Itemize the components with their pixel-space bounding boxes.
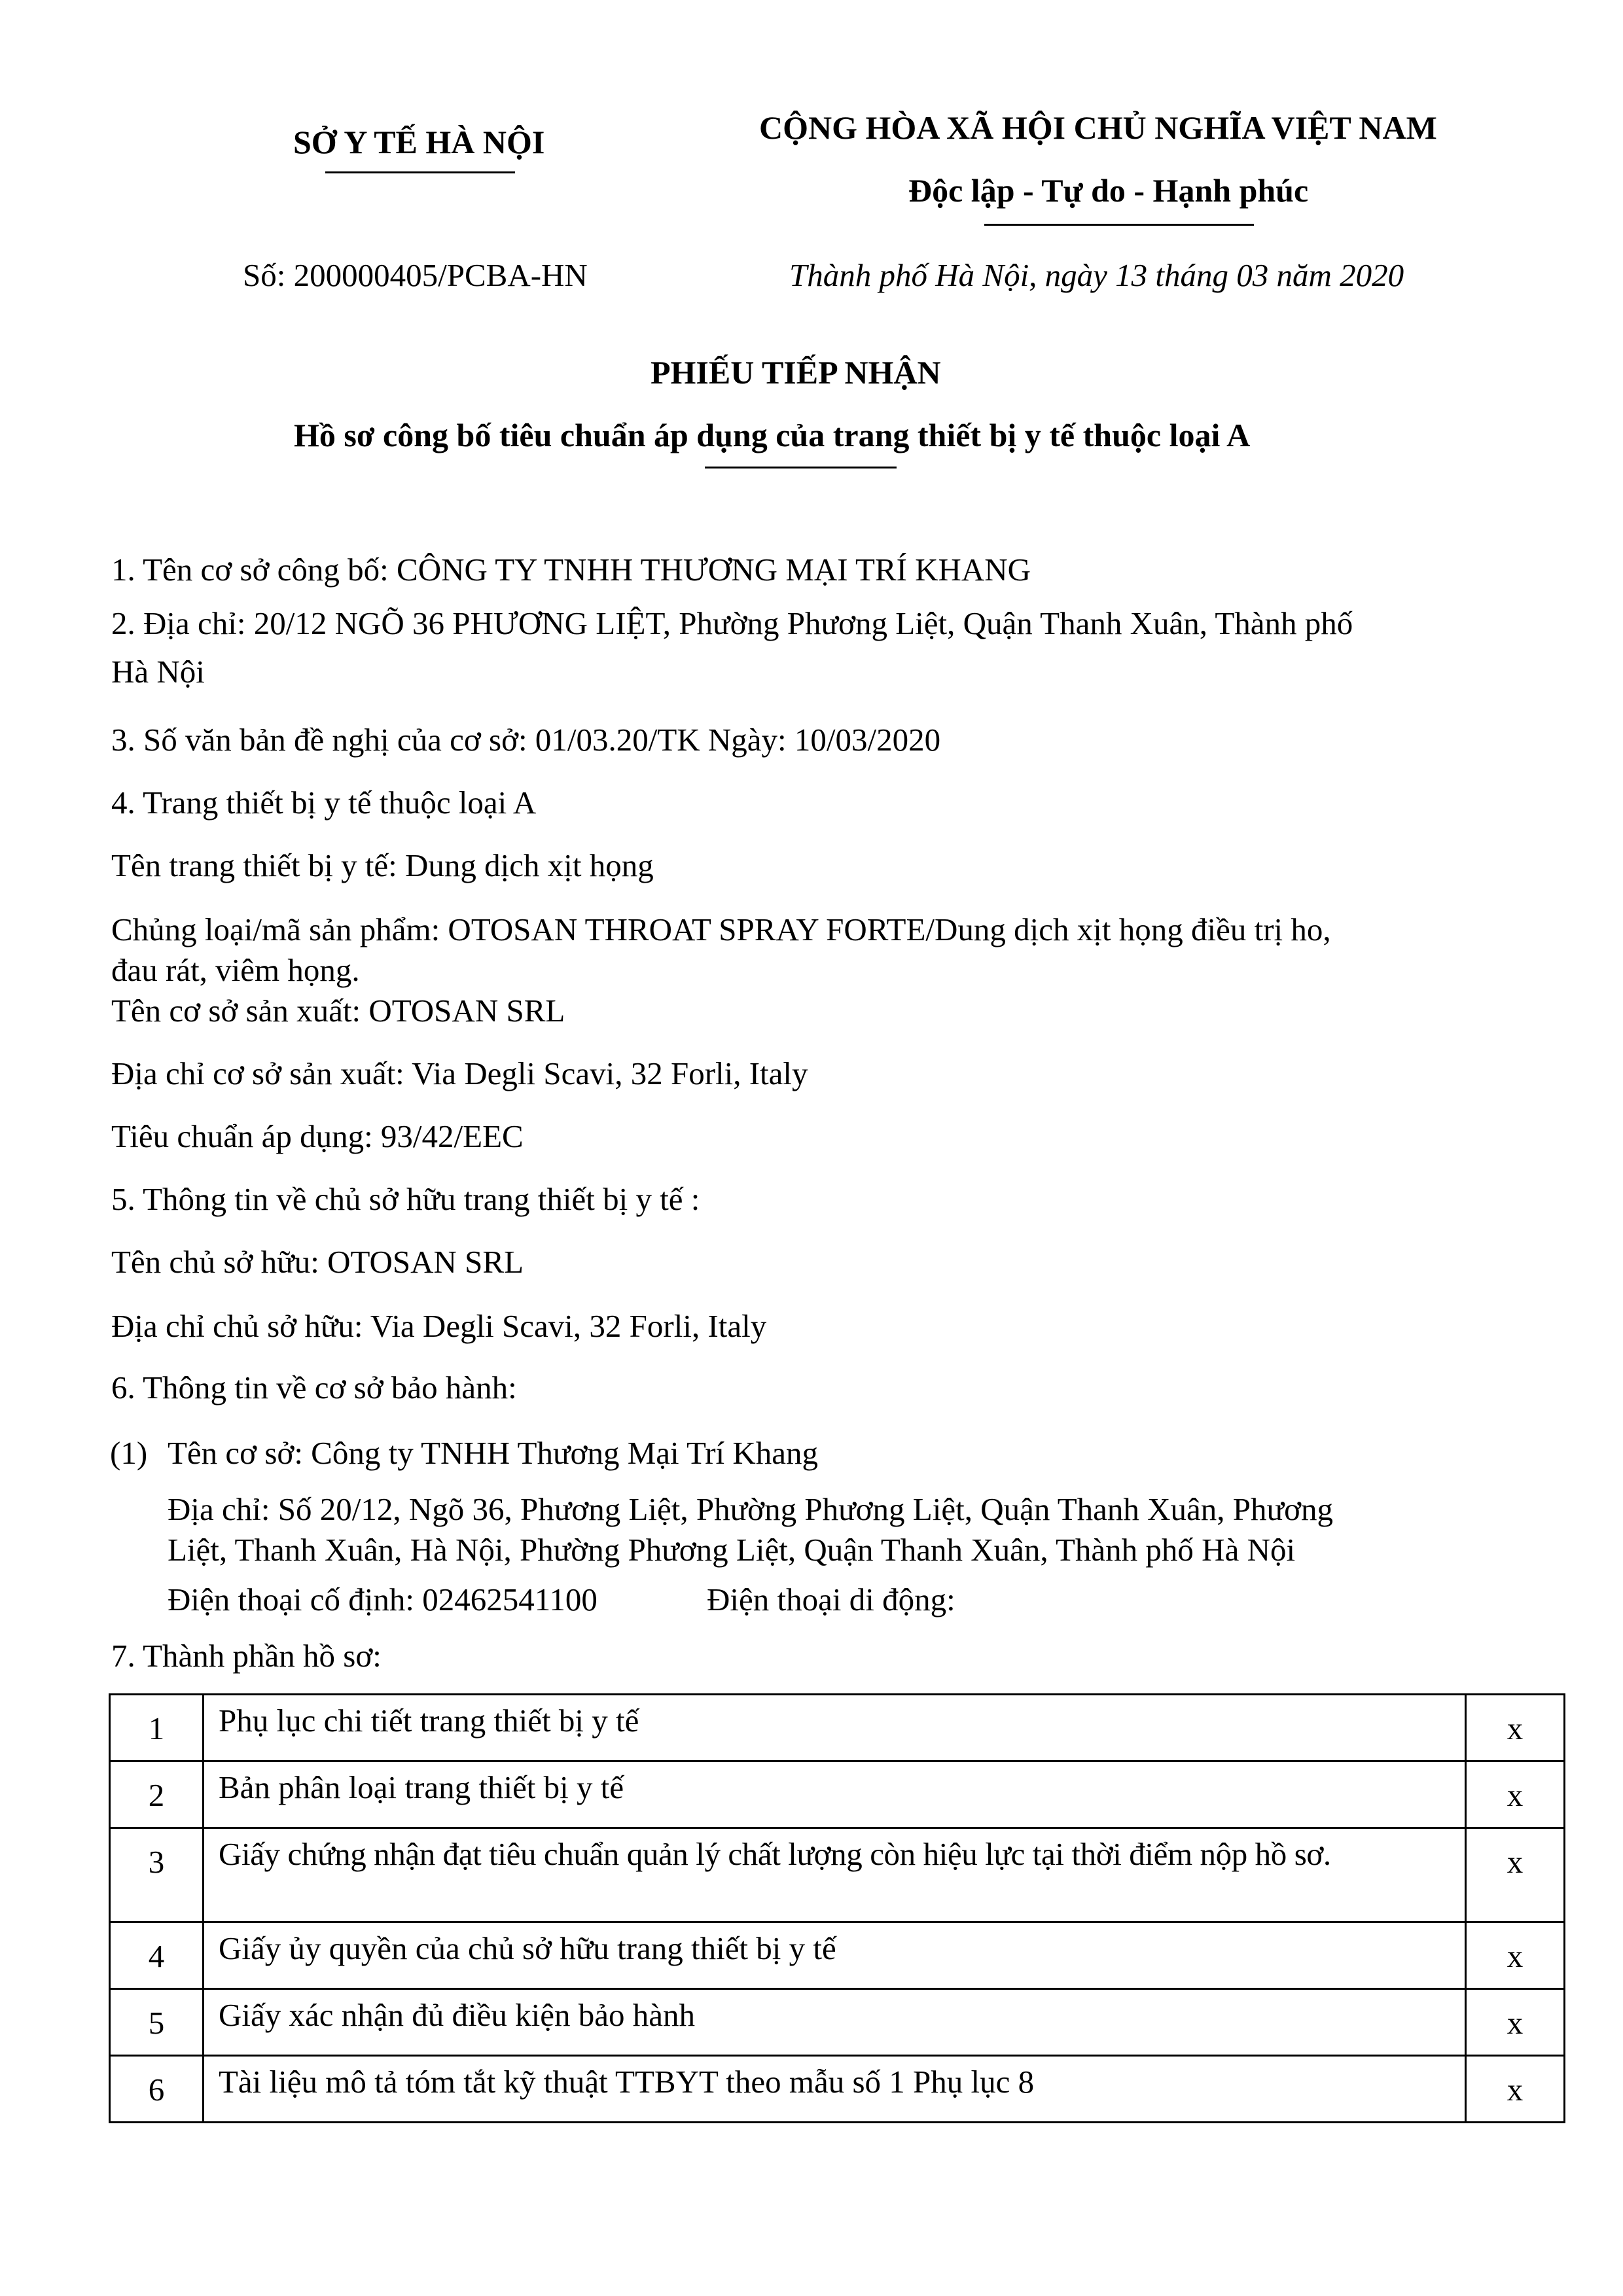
row-number	[110, 2056, 204, 2123]
document-name	[204, 1922, 1466, 1989]
subtitle-underline	[705, 467, 897, 468]
row-number	[110, 1989, 204, 2056]
warranty-address-line1: Địa chỉ: Số 20/12, Ngõ 36, Phương Liệt, Phường Phương Liệt, Quận Thanh Xuân, Phương	[168, 1491, 1333, 1527]
submitted-mark	[1466, 1761, 1565, 1828]
warranty-phone-mobile: Điện thoại di động:	[707, 1581, 955, 1617]
warranty-address-line2: Liệt, Thanh Xuân, Hà Nội, Phường Phương Liệt, Quận Thanh Xuân, Thành phố Hà Nội	[168, 1532, 1296, 1568]
submitted-mark	[1466, 1922, 1565, 1989]
submitted-mark-text: x	[1507, 1844, 1524, 1880]
submitted-mark	[1466, 1695, 1565, 1761]
owner-name: Tên chủ sở hữu: OTOSAN SRL	[111, 1244, 524, 1280]
warranty-name: Tên cơ sở: Công ty TNHH Thương Mại Trí Khang	[168, 1435, 819, 1471]
row-number-text: 4	[148, 1938, 165, 1974]
item-5-owner-info: 5. Thông tin về chủ sở hữu trang thiết bị y tế :	[111, 1181, 700, 1217]
item-1-declarant: 1. Tên cơ sở công bố: CÔNG TY TNHH THƯƠNG MẠI TRÍ KHANG	[111, 552, 1031, 588]
manufacturer-address: Địa chỉ cơ sở sản xuất: Via Degli Scavi, 32 Forli, Italy	[111, 1055, 808, 1091]
nation-title: CỘNG HÒA XÃ HỘI CHỦ NGHĨA VIỆT NAM	[759, 109, 1437, 146]
document-name-text: Giấy xác nhận đủ điều kiện bảo hành	[219, 1997, 695, 2033]
submitted-mark	[1466, 2056, 1565, 2123]
submitted-mark-text: x	[1507, 2005, 1524, 2041]
document-number: Số: 200000405/PCBA-HN	[243, 257, 588, 293]
table-row	[110, 1922, 1565, 1989]
document-name	[204, 1761, 1466, 1828]
motto-underline	[984, 224, 1254, 226]
form-title: PHIẾU TIẾP NHẬN	[651, 354, 941, 391]
agency-underline	[325, 171, 515, 173]
row-number	[110, 1695, 204, 1761]
document-name-text: Phụ lục chi tiết trang thiết bị y tế	[219, 1703, 639, 1739]
document-name	[204, 2056, 1466, 2123]
applied-standard: Tiêu chuẩn áp dụng: 93/42/EEC	[111, 1118, 524, 1154]
product-code-line2: đau rát, viêm họng.	[111, 952, 360, 988]
document-name	[204, 1989, 1466, 2056]
row-number-text: 2	[148, 1777, 165, 1813]
item-7-dossier-components: 7. Thành phần hồ sơ:	[111, 1638, 382, 1674]
table-row	[110, 1989, 1565, 2056]
dossier-components-table	[109, 1693, 1565, 2123]
submitted-mark	[1466, 1828, 1565, 1922]
row-number	[110, 1922, 204, 1989]
submitted-mark-text: x	[1507, 1938, 1524, 1974]
warranty-index: (1)	[110, 1435, 148, 1471]
row-number-text: 5	[148, 2005, 165, 2041]
issuing-agency: SỞ Y TẾ HÀ NỘI	[293, 124, 545, 160]
submitted-mark-text: x	[1507, 1777, 1524, 1813]
table-row	[110, 2056, 1565, 2123]
place-and-date: Thành phố Hà Nội, ngày 13 tháng 03 năm 2020	[789, 257, 1404, 293]
product-code-line1: Chủng loại/mã sản phẩm: OTOSAN THROAT SPRAY FORTE/Dung dịch xịt họng điều trị ho,	[111, 911, 1331, 947]
submitted-mark-text: x	[1507, 1710, 1524, 1746]
owner-address: Địa chỉ chủ sở hữu: Via Degli Scavi, 32 Forli, Italy	[111, 1308, 767, 1344]
row-number-text: 3	[148, 1844, 165, 1880]
row-number-text: 1	[148, 1710, 165, 1746]
document-name-text: Giấy chứng nhận đạt tiêu chuẩn quản lý chất lượng còn hiệu lực tại thời điểm nộp hồ sơ.	[219, 1836, 1331, 1872]
row-number	[110, 1761, 204, 1828]
item-2-address-line2: Hà Nội	[111, 654, 205, 690]
submitted-mark-text: x	[1507, 2072, 1524, 2108]
table-row	[110, 1828, 1565, 1922]
item-3-request-document: 3. Số văn bản đề nghị của cơ sở: 01/03.20/TK Ngày: 10/03/2020	[111, 722, 941, 758]
document-name-text: Bản phân loại trang thiết bị y tế	[219, 1769, 624, 1805]
national-motto: Độc lập - Tự do - Hạnh phúc	[908, 172, 1309, 209]
document-name	[204, 1695, 1466, 1761]
form-subtitle: Hồ sơ công bố tiêu chuẩn áp dụng của trang thiết bị y tế thuộc loại A	[294, 417, 1251, 453]
table-row	[110, 1695, 1565, 1761]
item-2-address-line1: 2. Địa chỉ: 20/12 NGÕ 36 PHƯƠNG LIỆT, Phường Phương Liệt, Quận Thanh Xuân, Thành phố	[111, 605, 1353, 641]
device-name: Tên trang thiết bị y tế: Dung dịch xịt họng	[111, 847, 654, 883]
item-4-device-class: 4. Trang thiết bị y tế thuộc loại A	[111, 785, 537, 821]
table-row	[110, 1761, 1565, 1828]
document-name-text: Tài liệu mô tả tóm tắt kỹ thuật TTBYT theo mẫu số 1 Phụ lục 8	[219, 2064, 1035, 2100]
submitted-mark	[1466, 1989, 1565, 2056]
row-number-text: 6	[148, 2072, 165, 2108]
manufacturer-name: Tên cơ sở sản xuất: OTOSAN SRL	[111, 993, 565, 1029]
warranty-phone-fixed: Điện thoại cố định: 02462541100	[168, 1581, 597, 1617]
row-number	[110, 1828, 204, 1922]
document-name	[204, 1828, 1466, 1922]
item-6-warranty-info: 6. Thông tin về cơ sở bảo hành:	[111, 1369, 517, 1405]
document-name-text: Giấy ủy quyền của chủ sở hữu trang thiết bị y tế	[219, 1930, 836, 1966]
